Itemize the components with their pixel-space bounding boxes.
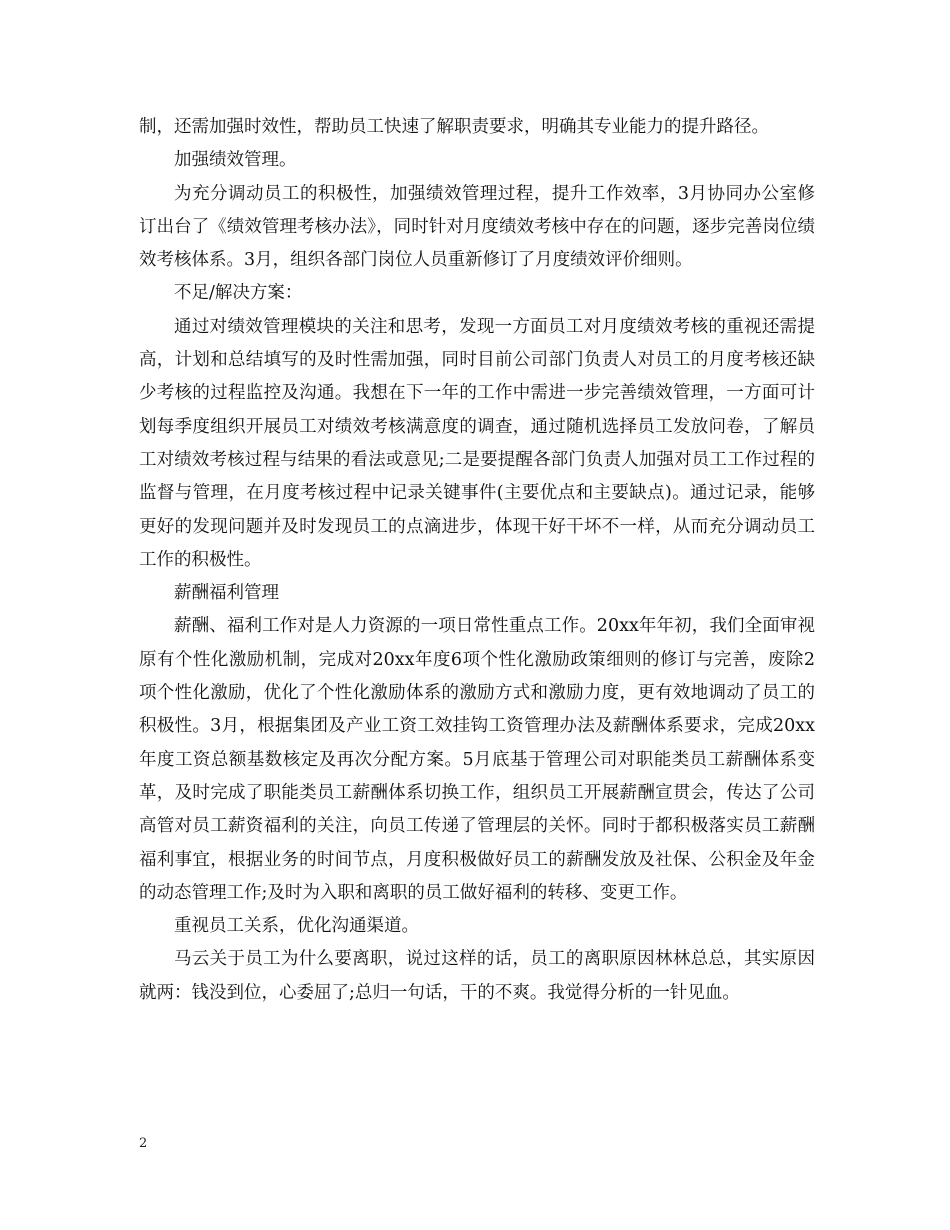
document-body xyxy=(139,111,815,1010)
paragraph-compensation-detail: 薪酬、福利工作对是人力资源的一项日常性重点工作。20xx年年初，我们全面审视原有个性化激励机制，完成对20xx年度6项个性化激励政策细则的修订与完善，废除2项个性化激励，优化了个性化激励体系的激励方式和激励力度，更有效地调动了员工的积极性。3月，根据集团及产业工资工效挂钩工资管理办法及薪酬体系要求，完成20xx年度工资总额基数核定及再次分配方案。5月底基于管理公司对职能类员工薪酬体系变革，及时完成了职能类员工薪酬体系切换工作，组织员工开展薪酬宣贯会，传达了公司高管对员工薪资福利的关注，向员工传递了管理层的关怀。同时于都积极落实员工薪酬福利事宜，根据业务的时间节点，月度积极做好员工的薪酬发放及社保、公积金及年金的动态管理工作;及时为入职和离职的员工做好福利的转移、变更工作。 xyxy=(139,616,815,903)
paragraph-employee-relations: 马云关于员工为什么要离职，说过这样的话，员工的离职原因林林总总，其实原因就两：钱没到位，心委屈了;总归一句话，干的不爽。我觉得分析的一针见血。 xyxy=(139,949,815,1003)
paragraph-continuation: 制，还需加强时效性，帮助员工快速了解职责要求，明确其专业能力的提升路径。 xyxy=(139,117,769,137)
heading-employee-relations: 重视员工关系，优化沟通渠道。 xyxy=(174,916,419,937)
heading-shortcomings-solutions: 不足/解决方案： xyxy=(174,283,303,304)
page-number: 2 xyxy=(139,1136,148,1151)
paragraph-performance-measures: 为充分调动员工的积极性，加强绩效管理过程，提升工作效率，3月协同办公室修订出台了《绩效管理考核办法》，同时针对月度绩效考核中存在的问题，逐步完善岗位绩效考核体系。3月，组织各部门岗位人员重新修订了月度绩效评价细则。 xyxy=(139,183,815,271)
heading-performance-management: 加强绩效管理。 xyxy=(174,150,297,171)
heading-compensation-benefits: 薪酬福利管理 xyxy=(174,583,279,604)
paragraph-shortcomings-detail: 通过对绩效管理模块的关注和思考，发现一方面员工对月度绩效考核的重视还需提高，计划和总结填写的及时性需加强，同时目前公司部门负责人对员工的月度考核还缺少考核的过程监控及沟通。我想在下一年的工作中需进一步完善绩效管理，一方面可计划每季度组织开展员工对绩效考核满意度的调查，通过随机选择员工发放问卷，了解员工对绩效考核过程与结果的看法或意见;二是要提醒各部门负责人加强对员工工作过程的监督与管理，在月度考核过程中记录关键事件(主要优点和主要缺点)。通过记录，能够更好的发现问题并及时发现员工的点滴进步，体现干好干坏不一样，从而充分调动员工工作的积极性。 xyxy=(139,316,815,570)
